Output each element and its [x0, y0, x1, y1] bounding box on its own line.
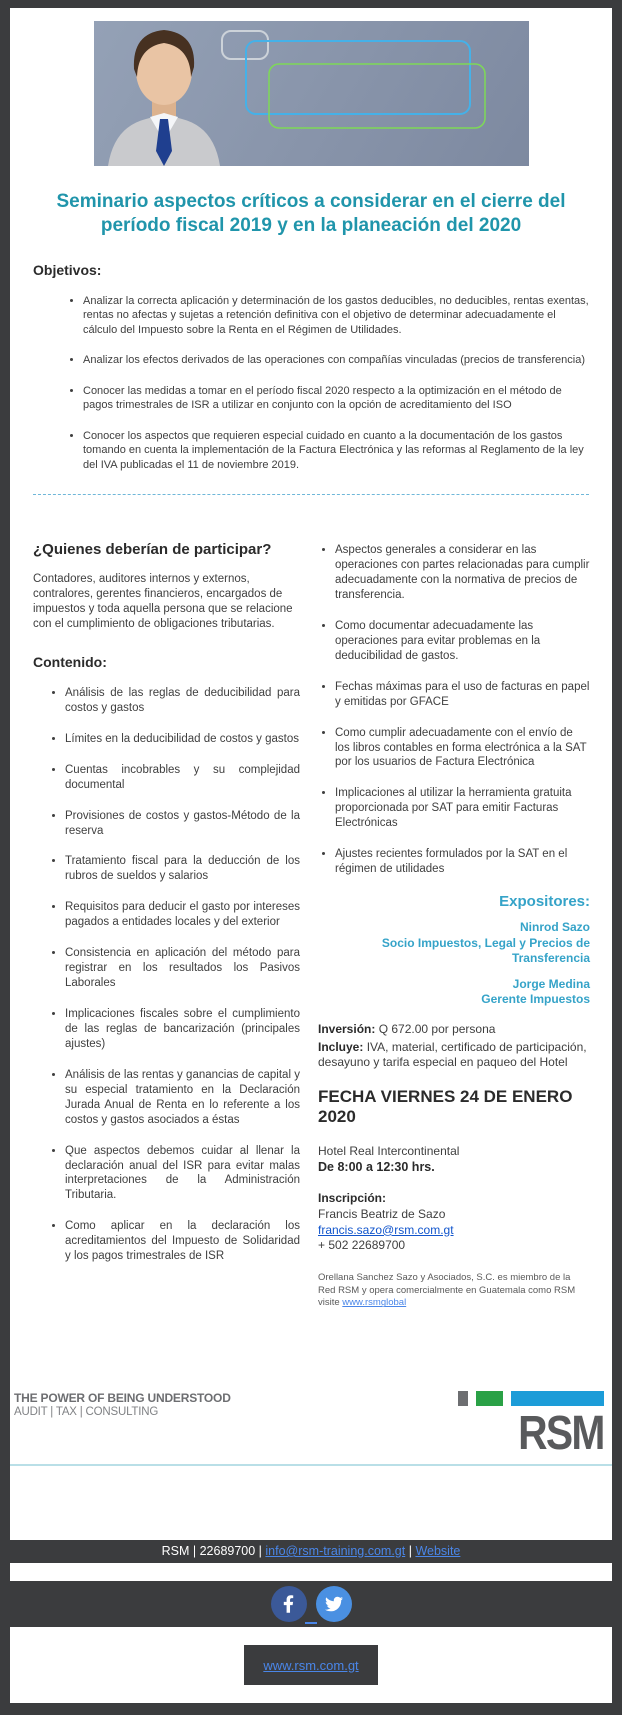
- brand-services: AUDIT | TAX | CONSULTING: [14, 1405, 159, 1418]
- agenda-right-list: [318, 543, 590, 877]
- facebook-icon[interactable]: [271, 1586, 307, 1622]
- schedule-time: De 8:00 a 12:30 hrs.: [318, 1160, 435, 1175]
- rsm-logo: [458, 1391, 604, 1460]
- incluye-row: [318, 1040, 590, 1071]
- email-body: [10, 8, 612, 1540]
- logo-blue-block: [511, 1391, 604, 1406]
- logo-green-block: [476, 1391, 503, 1406]
- speakers-list: [318, 920, 590, 1008]
- incluye-label: Incluye:: [318, 1039, 364, 1054]
- rsm-site-link[interactable]: www.rsm.com.gt: [263, 1657, 359, 1673]
- man-in-suit-photo: [94, 21, 529, 166]
- social-underline-dash: [305, 1622, 317, 1624]
- contenido-item: • Requisitos para deducir el gasto por intereses pagados a entidades locales y del exterior: [65, 900, 300, 930]
- contenido-item: • Cuentas incobrables y su complejidad documental: [65, 763, 300, 793]
- contact-email-link[interactable]: francis.sazo@rsm.com.gt: [318, 1222, 454, 1237]
- venue: Hotel Real Intercontinental: [318, 1143, 460, 1158]
- fecha-heading: FECHA VIERNES 24 DE ENERO 2020: [318, 1086, 573, 1127]
- speaker: [318, 977, 590, 1008]
- contact-phone: + 502 22689700: [318, 1238, 406, 1253]
- rsmglobal-link[interactable]: www.rsmglobal: [342, 1297, 407, 1309]
- objetivo-item: • Analizar la correcta aplicación y determinación de los gastos deducibles, no deducibles, rentas exentas, rentas no afectas y sujetas a retención definitiva con el objetivo de determinar adecuadamente el cálculo del Impuesto sobre la Renta en el Régimen de Utilidades.: [83, 294, 589, 338]
- contenido-item: • Provisiones de costos y gastos-Método de la reserva: [65, 809, 300, 839]
- contenido-item: • Análisis de las rentas y ganancias de capital y su especial tratamiento en la Declaración Jurada Anual de Renta en lo referente a los costos y gastos asociados a éstas: [65, 1068, 300, 1128]
- blue-outline-rect: [246, 41, 470, 114]
- contenido-heading: Contenido:: [33, 653, 107, 670]
- objetivos-heading: Objetivos:: [33, 261, 102, 278]
- agenda-item: • Como documentar adecuadamente las operaciones para evitar problemas en la deducibilidad de gastos.: [335, 619, 590, 664]
- bottom-spacer: [10, 1466, 612, 1540]
- contenido-item: • Que aspectos debemos cuidar al llenar la declaración anual del ISR para evitar malas interpretaciones de la Administración Tributaria.: [65, 1144, 300, 1204]
- agenda-item: • Implicaciones al utilizar la herramienta gratuita proporcionada por SAT para emitir Facturas Electrónicas: [335, 786, 590, 831]
- website-button[interactable]: [244, 1645, 378, 1685]
- contenido-item: • Implicaciones fiscales sobre el cumplimiento de las reglas de bancarización (principales ajustes): [65, 1007, 300, 1052]
- agenda-item: • Fechas máximas para el uso de facturas en papel y emitidas por GFACE: [335, 680, 590, 710]
- details-block: [318, 1022, 590, 1310]
- inversion-row: [318, 1022, 590, 1038]
- disclaimer-text: Orellana Sanchez Sazo y Asociados, S.C. es miembro de la Red RSM y opera comercialmente en Guatemala como RSM visite: [318, 1271, 576, 1309]
- participar-heading: ¿Quienes deberían de participar?: [33, 541, 272, 559]
- man-portrait: [108, 30, 220, 166]
- contact-bar: [0, 1540, 622, 1563]
- contact-bar-separator: |: [405, 1544, 416, 1558]
- hero-image: [94, 21, 529, 166]
- brand-footer: [10, 1390, 612, 1460]
- two-column-section: [33, 541, 589, 1310]
- contenido-item: • Consistencia en aplicación del método para registrar en los resultados los Pasivos Laborales: [65, 946, 300, 991]
- objetivo-item: • Analizar los efectos derivados de las operaciones con compañías vinculadas (precios de transferencia): [83, 353, 589, 368]
- rsm-logo-text: RSM: [518, 1406, 604, 1460]
- training-email-link[interactable]: info@rsm-training.com.gt: [265, 1544, 406, 1558]
- objetivos-list: [10, 294, 589, 489]
- objetivo-item: • Conocer los aspectos que requieren especial cuidado en cuanto a la documentación de los gastos tomando en cuenta la implementación de la Factura Electrónica y las reformas al Reglamento de la ley del IVA publicadas el 11 de noviembre 2019.: [83, 429, 589, 473]
- expositores-heading: Expositores:: [499, 893, 590, 911]
- speaker-role: Socio Impuestos, Legal y Precios de Transferencia: [381, 935, 590, 966]
- objetivo-item: • Conocer las medidas a tomar en el período fiscal 2020 respecto a la optimización en el método de pagos trimestrales de ISR a utilizar en conjunto con la opción de acreditamiento del ISO: [83, 384, 589, 413]
- twitter-icon[interactable]: [316, 1586, 352, 1622]
- website-link[interactable]: Website: [415, 1544, 461, 1558]
- participar-body: Contadores, auditores internos y externos, contralores, gerentes financieros, encargados de impuestos y toda aquella persona que se relacione con el cumplimiento de obligaciones tributarias.: [33, 573, 293, 630]
- agenda-item: • Como cumplir adecuadamente con el envío de los libros contables en forma electrónica a la SAT por los usuarios de Factura Electrónica: [335, 726, 590, 771]
- white-strip: [10, 1563, 612, 1581]
- agenda-item: • Aspectos generales a considerar en las operaciones con partes relacionadas para cumplir adecuadamente con la normativa de precios de transferencia.: [335, 543, 590, 603]
- brand-tagline: THE POWER OF BEING UNDERSTOOD: [14, 1390, 231, 1405]
- inversion-value: Q 672.00 por persona: [378, 1022, 496, 1037]
- speaker-name: Ninrod Sazo: [519, 920, 590, 935]
- contenido-item: • Análisis de las reglas de deducibilidad para costos y gastos: [65, 686, 300, 716]
- contact-bar-prefix: RSM | 22689700 |: [161, 1544, 266, 1558]
- bottom-white-band: [10, 1627, 612, 1703]
- green-outline-rect: [269, 64, 485, 128]
- contenido-item: • Como aplicar en la declaración los acreditamientos del Impuesto de Solidaridad y los pagos trimestrales de ISR: [65, 1219, 300, 1264]
- dashed-divider: [33, 494, 589, 495]
- contenido-item: • Límites en la deducibilidad de costos y gastos: [65, 732, 300, 747]
- brand-tagline-block: [14, 1391, 231, 1418]
- column-gap: [300, 541, 318, 1310]
- inversion-label: Inversión:: [318, 1022, 376, 1037]
- right-column: [318, 541, 590, 1310]
- inscripcion-label: Inscripción:: [318, 1191, 387, 1206]
- speaker-role: Gerente Impuestos: [481, 992, 590, 1007]
- expositores-block: [318, 893, 590, 1008]
- seminar-title: Seminario aspectos críticos a considerar en el cierre del período fiscal 2019 y en la planeación del 2020: [56, 191, 566, 236]
- speaker: [318, 920, 590, 967]
- social-band: [0, 1581, 622, 1627]
- incluye-value: IVA, material, certificado de participación, desayuno y tarifa especial en paqueo del Hotel: [318, 1039, 587, 1070]
- contact-email-row: [318, 1223, 590, 1239]
- speaker-name: Jorge Medina: [512, 976, 590, 991]
- agenda-item: • Ajustes recientes formulados por la SAT en el régimen de utilidades: [335, 847, 590, 877]
- disclaimer: [318, 1272, 590, 1310]
- contact-name: Francis Beatriz de Sazo: [318, 1207, 446, 1222]
- left-column: [33, 541, 300, 1310]
- contenido-list: [33, 686, 300, 1264]
- rsm-logo-blocks: [458, 1391, 604, 1406]
- contenido-item: • Tratamiento fiscal para la deducción de los rubros de sueldos y salarios: [65, 854, 300, 884]
- logo-gray-block: [458, 1391, 468, 1406]
